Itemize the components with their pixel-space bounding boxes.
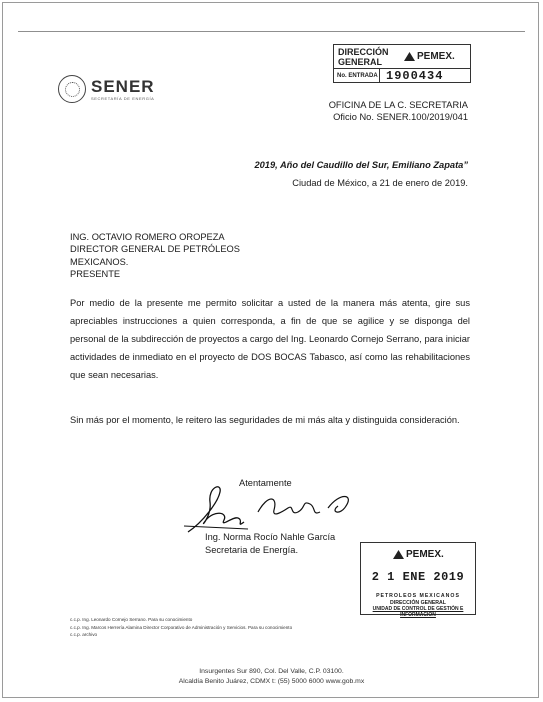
office-name: OFICINA DE LA C. SECRETARIA	[328, 100, 468, 110]
footer-address: Insurgentes Sur 890, Col. Del Valle, C.P. 03100.	[199, 668, 344, 675]
signer-name: Ing. Norma Rocío Nahle García	[205, 532, 336, 542]
received-stamp-brand: PEMEX.	[406, 549, 444, 560]
national-seal-icon	[58, 75, 86, 103]
cc-line: c.c.p. Ing. Marcos Herrería Alamina Director Corporativo de Administración y Servicios. Para su conocimiento	[70, 624, 293, 630]
signer-block	[205, 531, 335, 556]
logo-name: SENER	[91, 76, 155, 96]
closing-atentamente: Atentamente	[239, 478, 292, 488]
letter-date: Ciudad de México, a 21 de enero de 2019.	[292, 178, 468, 188]
footer-contact: Alcaldía Benito Juárez, CDMX t: (55) 5000 6000 www.gob.mx	[178, 677, 365, 685]
presente: PRESENTE	[70, 269, 121, 280]
received-date: 2 1 ENE 2019	[371, 570, 465, 584]
received-stamp-line2: DIRECCIÓN GENERAL	[390, 600, 446, 606]
document-number: Oficio No. SENER.100/2019/041	[333, 112, 468, 122]
received-stamp-line1: PETROLEOS MEXICANOS	[376, 593, 460, 599]
body-paragraph-2: Sin más por el momento, le reitero las seguridades de mi más alta y distinguida consideración.	[70, 415, 460, 425]
carbon-copy-list	[70, 616, 292, 639]
sener-logo	[58, 75, 155, 103]
cc-line: c.c.p. Ing. Leonardo Cornejo Serrano. Para su conocimiento	[70, 617, 193, 622]
entry-stamp-line2: GENERAL	[338, 57, 383, 67]
addressee-title-line1: DIRECTOR GENERAL DE PETRÓLEOS	[70, 244, 240, 255]
body-paragraph-1: Por medio de la presente me permito solicitar a usted de la manera más atenta, gire sus apreciables instrucciones a quien corresponda, a fin de que se agilice y se disponga del personal de la subdirección de proyectos a cargo del Ing. Leonardo Cornejo Serrano, para iniciar actividades de inmediato en el proyecto de DOS BOCAS Tabasco, así como las rehabilitaciones que sean necesarias.	[70, 298, 470, 380]
entry-stamp-line1: DIRECCIÓN	[338, 47, 389, 57]
received-stamp-line3: UNIDAD DE CONTROL DE GESTIÓN E INFORMACIÓN	[372, 606, 464, 618]
received-stamp	[360, 542, 476, 618]
entry-stamp	[333, 44, 471, 83]
entry-stamp-brand: PEMEX.	[417, 51, 455, 62]
cc-line: c.c.p. archivo	[70, 632, 98, 637]
logo-subtitle: SECRETARÍA DE ENERGÍA	[91, 95, 155, 101]
addressee-block	[70, 231, 240, 281]
year-motto: 2019, Año del Caudillo del Sur, Emiliano Zapata”	[254, 160, 468, 170]
signer-title: Secretaria de Energía.	[205, 544, 299, 555]
office-block	[329, 99, 468, 123]
address-footer	[0, 667, 543, 686]
entry-number: 1900434	[386, 69, 444, 83]
pemex-eagle-icon	[404, 52, 415, 61]
entry-number-label: No. ENTRADA	[334, 69, 380, 83]
addressee-title-line2: MEXICANOS.	[70, 256, 129, 267]
top-divider	[18, 31, 525, 32]
addressee-name: ING. OCTAVIO ROMERO OROPEZA	[70, 232, 225, 242]
pemex-eagle-icon	[393, 550, 404, 559]
